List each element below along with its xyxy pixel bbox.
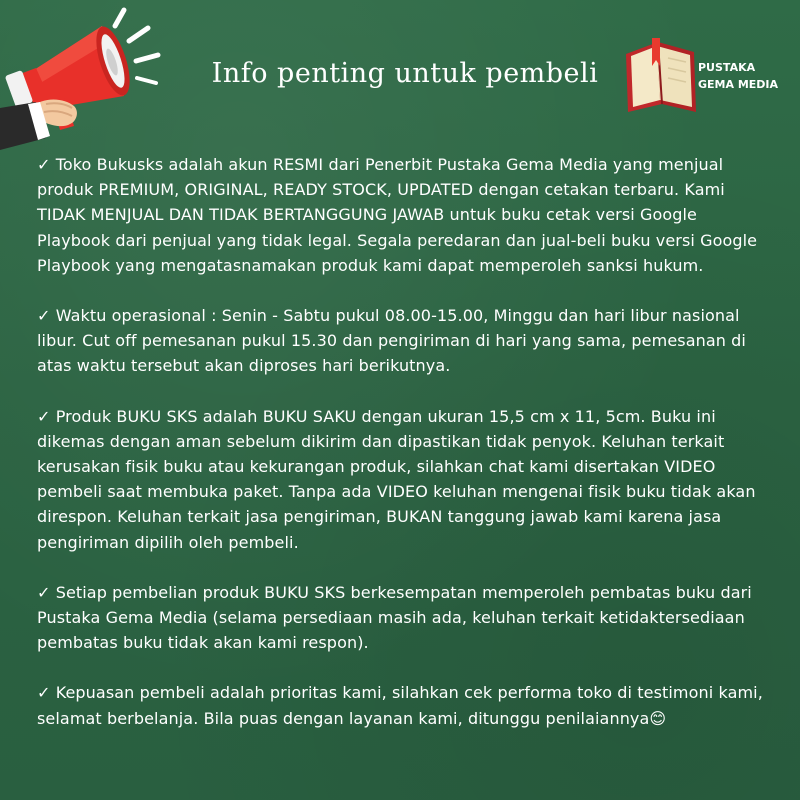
notice-operating-hours: ✓ Waktu operasional : Senin - Sabtu pukul 08.00-15.00, Minggu dan hari libur nasional libur. Cut off pemesanan pukul 15.30 dan pengiriman di hari yang sama, pemesanan di atas waktu tersebut akan diproses hari berikutnya. [37,306,746,376]
notice-official-seller: ✓ Toko Bukusks adalah akun RESMI dari Penerbit Pustaka Gema Media yang menjual produk PREMIUM, ORIGINAL, READY STOCK, UPDATED dengan cetakan terbaru. Kami TIDAK MENJUAL DAN TIDAK BERTANGGUNG JAWAB untuk buku cetak versi Google Playbook dari penjual yang tidak legal. Segala peredaran dan jual-beli buku versi Google Playbook yang mengatasnamakan produk kami dapat memperoleh sanksi hukum. [37,155,758,275]
notice-satisfaction: ✓ Kepuasan pembeli adalah prioritas kami, silahkan cek performa toko di testimoni kami, selamat berbelanja. Bila puas dengan layanan kami, ditunggu penilaiannya😊 [37,683,763,728]
publisher-name [698,59,792,93]
notice-bookmark-bonus: ✓ Setiap pembelian produk BUKU SKS berkesempatan memperoleh pembatas buku dari Pustaka Gema Media (selama persediaan masih ada, keluhan terkait ketidaktersediaan pembatas buku tidak akan kami respon). [37,582,752,653]
notice-product-complaints: ✓ Produk BUKU SKS adalah BUKU SAKU dengan ukuran 15,5 cm x 11, 5cm. Buku ini dikemas dengan aman sebelum dikirim dan dipastikan tidak penyok. Keluhan terkait kerusakan fisik buku atau kekurangan produk, silahkan chat kami disertakan VIDEO pembeli saat membuka paket. Tanpa ada VIDEO keluhan mengenai fisik buku tidak akan direspon. Keluhan terkait jasa pengiriman, BUKAN tanggung jawab kami karena jasa pengiriman dipilih oleh pembeli. [37,406,756,552]
publisher-logo [622,38,792,118]
publisher-name-line2: GEMA MEDIA [698,78,779,91]
page-title: Info penting untuk pembeli [211,58,599,89]
notice-body [37,152,773,756]
open-book-icon [622,38,702,118]
megaphone-icon [0,0,175,150]
publisher-name-line1: PUSTAKA [698,61,756,74]
